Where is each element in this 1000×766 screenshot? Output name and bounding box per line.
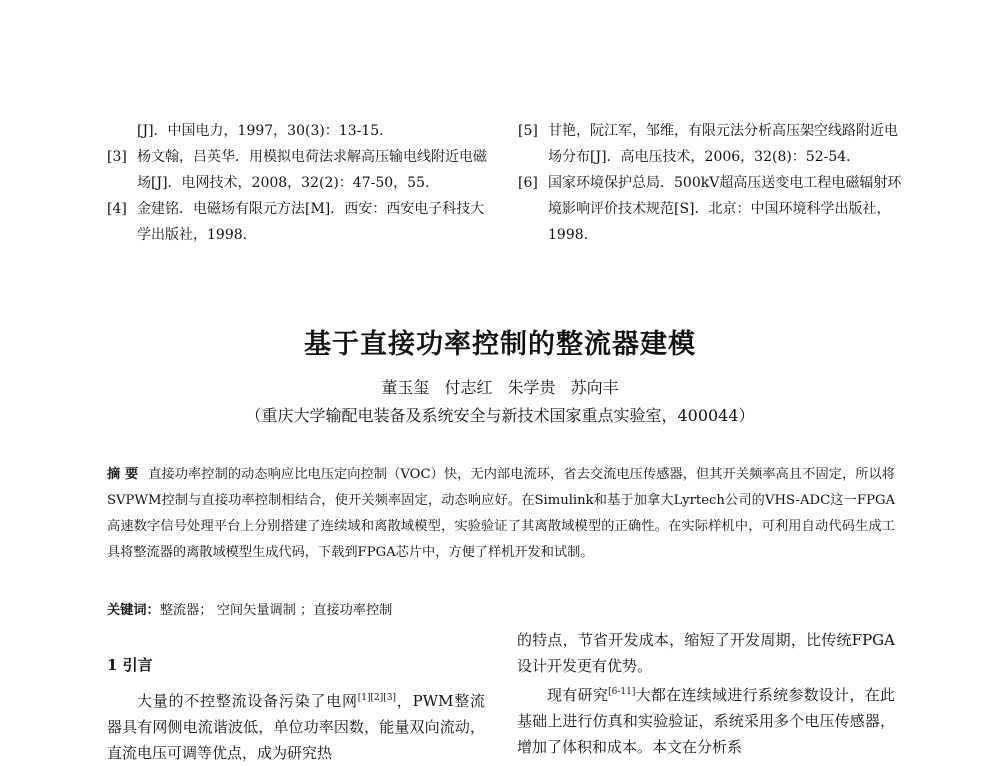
reference-number: [3]: [107, 149, 127, 165]
section-heading: 1 引言: [107, 656, 153, 674]
reference-item: [518, 118, 908, 170]
reference-text: [J]．中国电力，1997，30(3)：13-15.: [137, 123, 384, 139]
body-text-left: [107, 685, 485, 766]
abstract-text: 直接功率控制的动态响应比电压定向控制（VOC）快，无内部电流环，省去交流电压传感器，但其开关频率高且不固定，所以将SVPWM控制与直接功率控制相结合，使开关频率固定，动态响应好。在Simulink和基于加拿大Lyrtech公司的VHS-ADC这一FPGA高速数字信号处理平台上分别搭建了连续域和离散域模型，实验验证了其离散域模型的正确性。在实际样机中，可利用自动代码生成工具将整流器的离散域模型生成代码，下载到FPGA芯片中，方便了样机开发和试制。: [107, 467, 895, 560]
text-run: 大都在连续域进行系统参数设计，在此基础上进行仿真和实验验证，系统采用多个电压传感器，增加了体积和成本。本文在分析系: [517, 686, 895, 756]
reference-number: [6]: [518, 175, 538, 191]
body-text-right: [517, 627, 895, 760]
author-list: 董玉玺 付志红 朱学贵 苏向丰: [381, 378, 619, 397]
paragraph: 的特点，节省开发成本，缩短了开发周期，比传统FPGA设计开发更有优势。: [517, 631, 895, 675]
citation: [1][2][3]: [357, 693, 397, 703]
reference-item: [107, 118, 497, 144]
reference-number: [4]: [107, 201, 127, 217]
text-run: 现有研究: [547, 686, 609, 704]
reference-item: [107, 196, 497, 248]
references-right-column: [518, 118, 908, 248]
paragraph: [107, 685, 485, 766]
reference-item: [107, 144, 497, 196]
reference-item: [518, 170, 908, 248]
paragraph: [517, 679, 895, 760]
reference-text: 甘艳，阮江军，邹维，有限元法分析高压架空线路附近电场分布[J]．高电压技术，2006，32(8)：52-54.: [548, 123, 898, 165]
keywords: [107, 599, 895, 618]
affiliation: （重庆大学输配电装备及系统安全与新技术国家重点实验室，400044）: [245, 406, 755, 425]
reference-text: 国家环境保护总局．500kV超高压送变电工程电磁辐射环境影响评价技术规范[S]．北京：中国环境科学出版社，1998.: [548, 175, 902, 243]
citation: [6-11]: [608, 687, 636, 697]
text-run: ，PWM整流器具有网侧电流谐波低，单位功率因数，能量双向流动，直流电压可调等优点，成为研究热: [107, 692, 485, 762]
abstract: [107, 462, 895, 566]
keywords-label: 关键词：: [107, 603, 160, 618]
abstract-label: 摘 要: [107, 467, 139, 482]
references-left-column: [107, 118, 497, 248]
keywords-text: 整流器； 空间矢量调制 ；直接功率控制: [159, 603, 393, 618]
reference-text: 金建铭．电磁场有限元方法[M]．西安：西安电子科技大学出版社，1998.: [137, 201, 485, 243]
reference-text: 杨文翰，吕英华．用模拟电荷法求解高压输电线附近电磁场[J]．电网技术，2008，32(2)：47-50，55.: [137, 149, 487, 191]
reference-number: [5]: [518, 123, 538, 139]
paper-title: 基于直接功率控制的整流器建模: [304, 329, 696, 360]
text-run: 大量的不控整流设备污染了电网: [137, 692, 358, 710]
